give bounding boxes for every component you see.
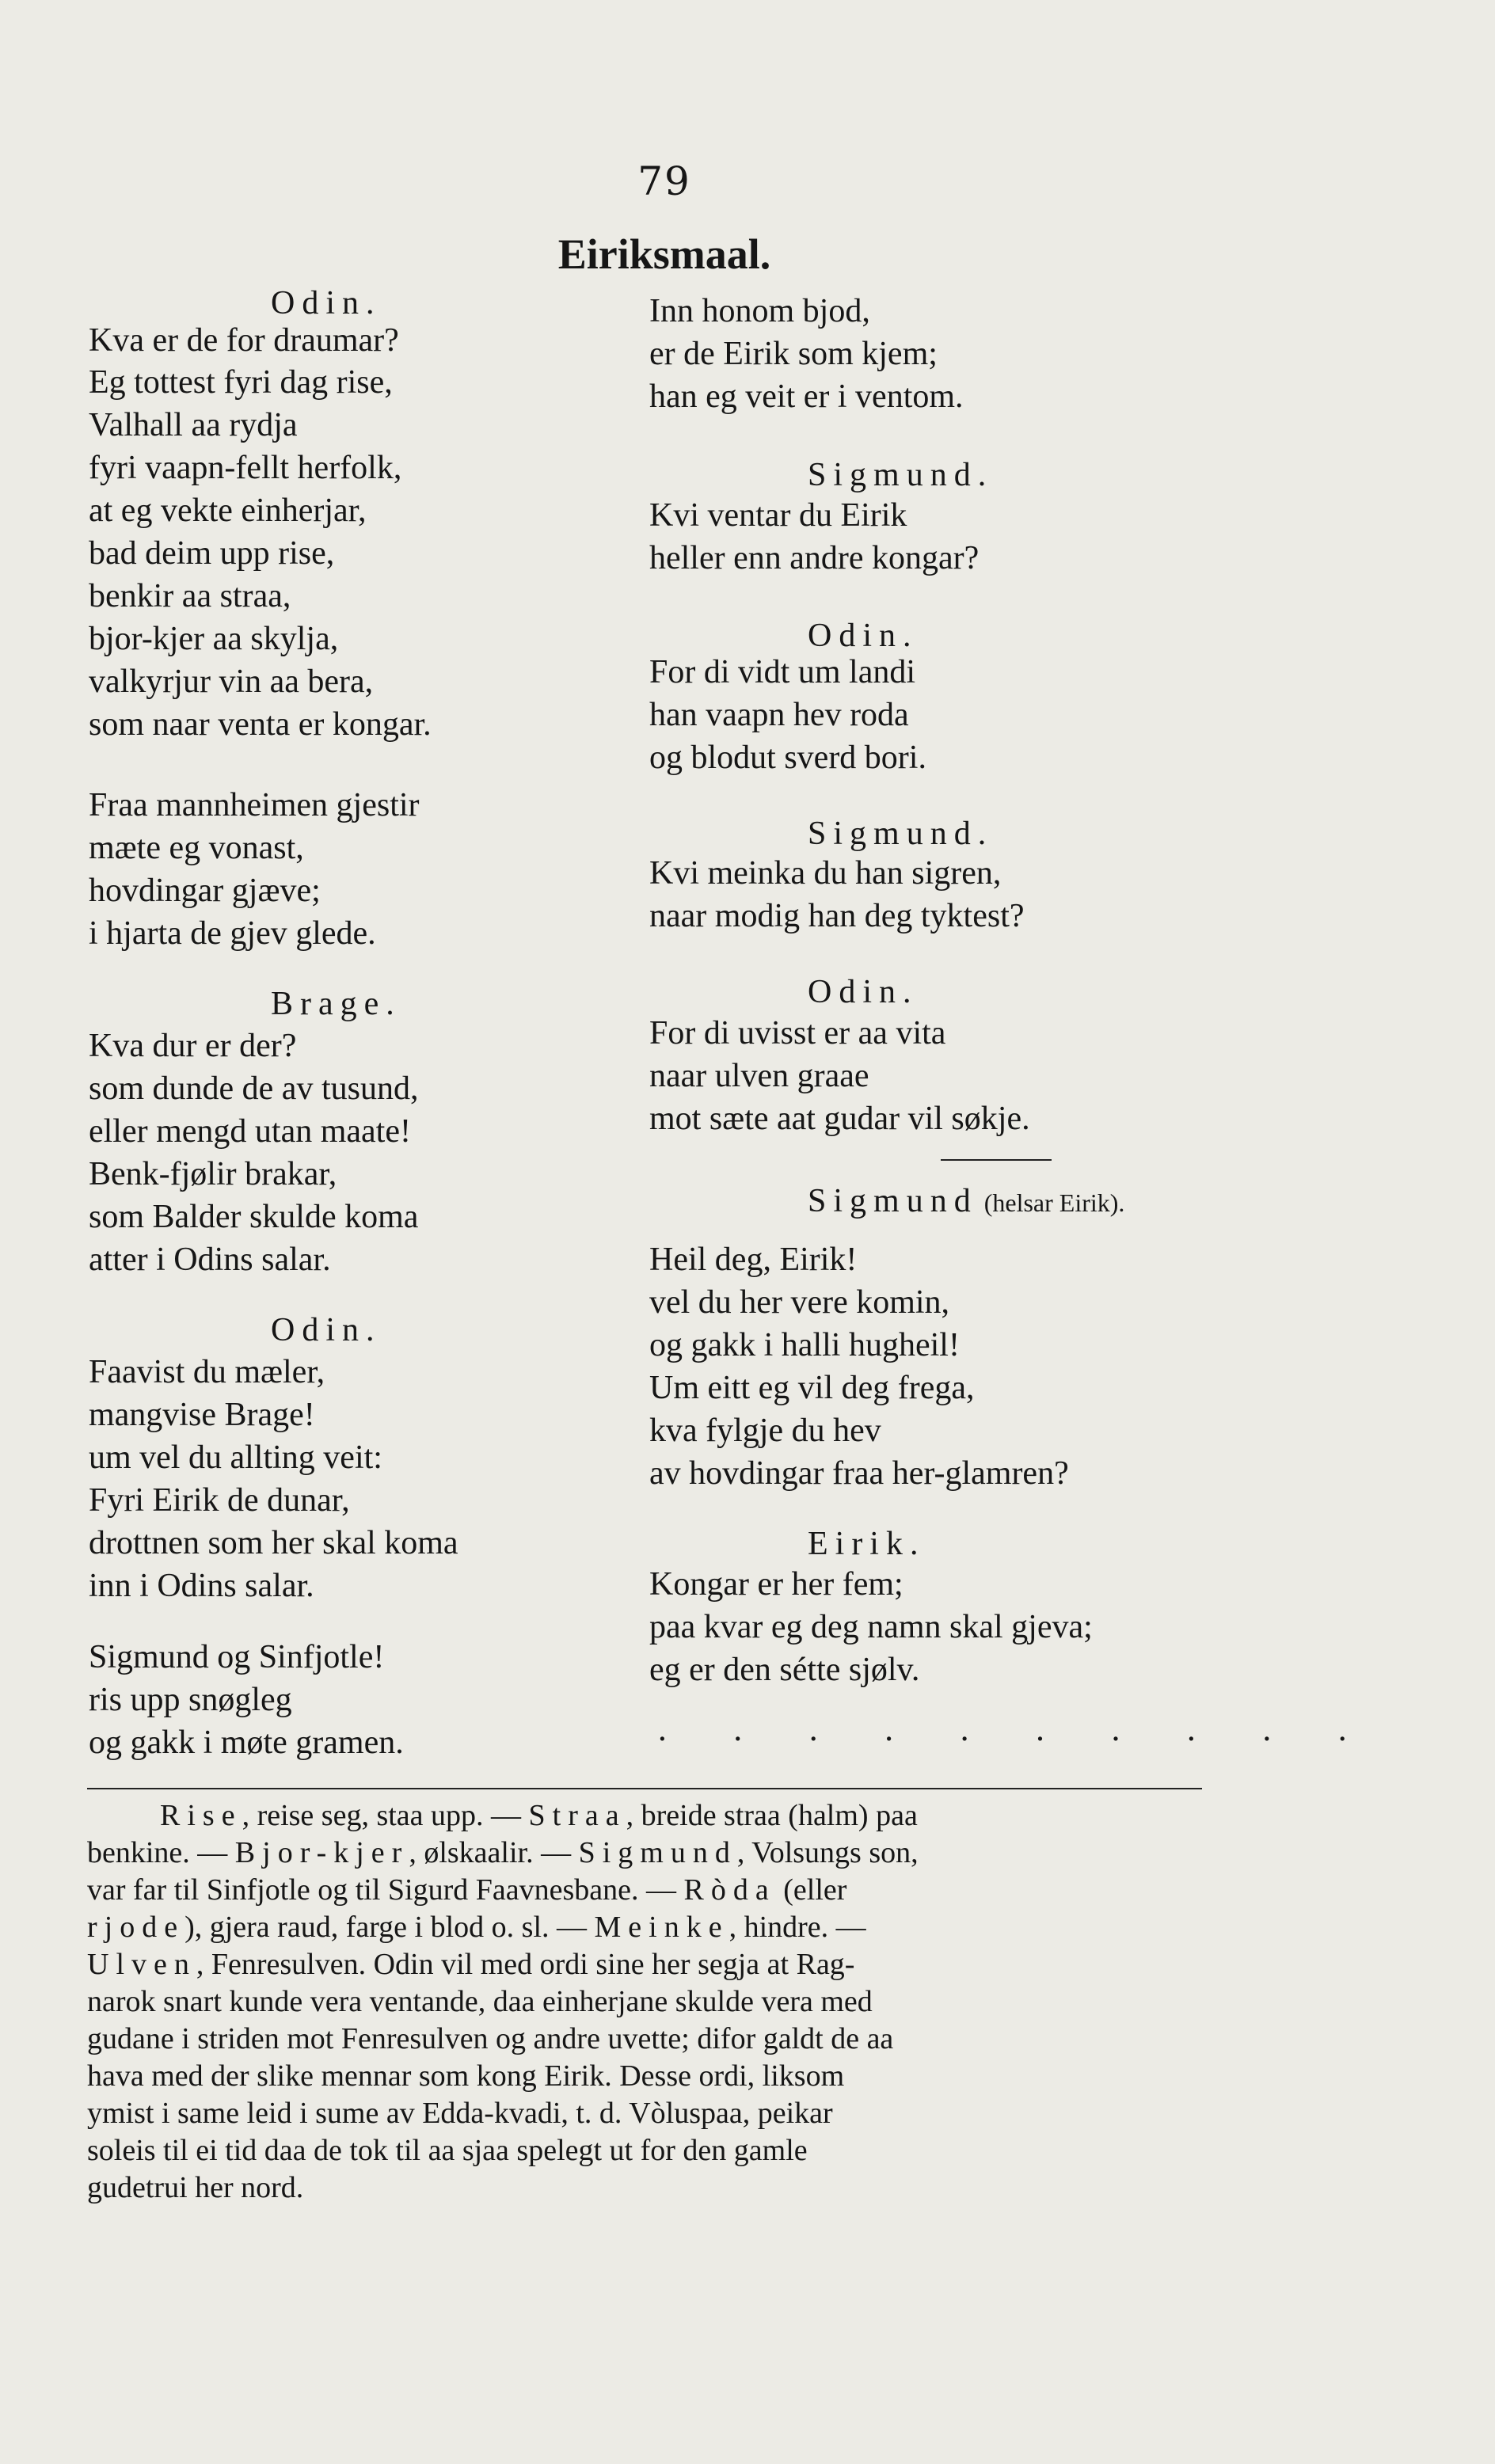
- verse-line: um vel du allting veit:: [89, 1439, 382, 1476]
- footnote-line: [87, 1872, 1202, 1909]
- verse-line: atter i Odins salar.: [89, 1242, 331, 1278]
- verse-line: valkyrjur vin aa bera,: [89, 664, 374, 700]
- footnote-line: [87, 1909, 1202, 1946]
- speaker-name: Odin.: [808, 974, 919, 1010]
- footnote-text: , reise seg, staa upp. —: [242, 1799, 529, 1832]
- speaker-label: [808, 1524, 925, 1564]
- footnote-text: ), gjera raud, farge i blod o. sl. —: [184, 1911, 595, 1944]
- verse-line: bad deim upp rise,: [89, 535, 335, 572]
- footnote-line: [87, 2021, 1202, 2058]
- glossary-term: Sigmund: [578, 1836, 737, 1869]
- verse-line: For di vidt um landi: [649, 654, 915, 690]
- speaker-name: Odin.: [271, 285, 382, 321]
- poem-title: Eiriksmaal.: [557, 230, 771, 278]
- verse-line: eller mengd utan maate!: [89, 1113, 411, 1150]
- footnote-text: , Fenresulven. Odin vil med ordi sine her segja at Rag-: [196, 1948, 855, 1981]
- verse-line: hovdingar gjæve;: [89, 873, 321, 909]
- footnote-line: [87, 1835, 1202, 1872]
- verse-line: Valhall aa rydja: [89, 407, 298, 443]
- verse-line: Kongar er her fem;: [649, 1566, 903, 1603]
- verse-line: fyri vaapn-fellt herfolk,: [89, 450, 402, 486]
- footnote-text: , breide straa (halm) paa: [626, 1799, 918, 1832]
- speaker-name: Sigmund: [808, 1183, 978, 1219]
- verse-line: han vaapn hev roda: [649, 697, 909, 733]
- speaker-name: Odin.: [808, 618, 919, 654]
- speaker-label: [271, 984, 401, 1024]
- footnote-text: gudetrui her nord.: [87, 2171, 304, 2204]
- footnote-text: , hindre. —: [728, 1911, 866, 1944]
- verse-line: Benk-fjølir brakar,: [89, 1156, 337, 1192]
- verse-line: mot sæte aat gudar vil søkje.: [649, 1101, 1030, 1137]
- verse-line: Kva dur er der?: [89, 1028, 297, 1064]
- speaker-label: [808, 455, 993, 495]
- footnote-line: [87, 2169, 1202, 2207]
- verse-line: Kvi meinka du han sigren,: [649, 855, 1002, 892]
- verse-line: Fyri Eirik de dunar,: [89, 1482, 350, 1519]
- footnote-line: [87, 1797, 1275, 1835]
- footnote-text: hava med der slike mennar som kong Eirik. Desse ordi, liksom: [87, 2059, 845, 2093]
- glossary-term: Straa: [528, 1799, 626, 1832]
- footnote-text: ymist i same leid i sume av Edda-kvadi, t. d. Vòluspaa, peikar: [87, 2097, 833, 2130]
- speaker-name: Eirik.: [808, 1526, 926, 1562]
- speaker-name: Brage.: [271, 986, 401, 1022]
- verse-line: bjor-kjer aa skylja,: [89, 621, 339, 657]
- glossary-term: rjode: [87, 1911, 185, 1944]
- verse-line: at eg vekte einherjar,: [89, 492, 367, 529]
- speaker-label: [808, 1181, 1124, 1222]
- verse-line: paa kvar eg deg namn skal gjeva;: [649, 1609, 1093, 1645]
- ellipsis-line: . . . . . . . . . .: [657, 1712, 1375, 1748]
- verse-line: og gakk i halli hugheil!: [649, 1327, 960, 1363]
- speaker-name: Odin.: [271, 1312, 382, 1348]
- verse-line: og gakk i møte gramen.: [89, 1724, 404, 1761]
- speaker-label: [808, 814, 993, 854]
- speaker-label: [808, 972, 919, 1012]
- verse-line: naar modig han deg tyktest?: [649, 898, 1025, 934]
- verse-line: Faavist du mæler,: [89, 1354, 325, 1390]
- glossary-term: Bjor-kjer: [234, 1836, 409, 1869]
- verse-line: naar ulven graae: [649, 1058, 869, 1094]
- glossary-term: Rise: [160, 1799, 242, 1832]
- footnote-line: [87, 2058, 1202, 2095]
- footnote-text: , ølskaalir. —: [409, 1836, 579, 1869]
- verse-line: i hjarta de gjev glede.: [89, 915, 376, 952]
- verse-line: som naar venta er kongar.: [89, 706, 432, 743]
- verse-line: mæte eg vonast,: [89, 830, 304, 866]
- speaker-name: Sigmund.: [808, 457, 994, 493]
- verse-line: ris upp snøgleg: [89, 1682, 292, 1718]
- verse-line: som Balder skulde koma: [89, 1199, 419, 1235]
- verse-line: benkir aa straa,: [89, 578, 291, 614]
- footnote-text: gudane i striden mot Fenresulven og andre uvette; difor galdt de aa: [87, 2022, 894, 2055]
- verse-line: som dunde de av tusund,: [89, 1070, 419, 1107]
- verse-line: drottnen som her skal koma: [89, 1525, 458, 1561]
- footnote-text: var far til Sinfjotle og til Sigurd Faavnesbane. —: [87, 1873, 684, 1907]
- glossary-term: Ròda: [683, 1873, 776, 1907]
- verse-line: mangvise Brage!: [89, 1397, 315, 1433]
- speaker-label: [271, 283, 382, 323]
- speaker-label: [271, 1310, 382, 1350]
- section-divider: [941, 1159, 1052, 1161]
- verse-line: Fraa mannheimen gjestir: [89, 787, 420, 823]
- speaker-name: Sigmund.: [808, 816, 994, 852]
- stage-direction: (helsar Eirik).: [977, 1188, 1125, 1217]
- verse-line: eg er den sétte sjølv.: [649, 1652, 920, 1688]
- page-number: 79: [637, 158, 691, 204]
- footnote-rule: [87, 1788, 1202, 1789]
- footnote-text: (eller: [775, 1873, 847, 1907]
- verse-line: inn i Odins salar.: [89, 1568, 314, 1604]
- verse-line: og blodut sverd bori.: [649, 740, 926, 776]
- verse-line: Heil deg, Eirik!: [649, 1242, 858, 1278]
- verse-line: vel du her vere komin,: [649, 1284, 950, 1321]
- glossary-term: Ulven: [87, 1948, 196, 1981]
- verse-line: Inn honom bjod,: [649, 293, 870, 329]
- verse-line: heller enn andre kongar?: [649, 540, 980, 576]
- footnote-line: [87, 2095, 1202, 2132]
- verse-line: kva fylgje du hev: [649, 1413, 881, 1449]
- footnote-text: narok snart kunde vera ventande, daa einherjane skulde vera med: [87, 1985, 873, 2018]
- verse-line: Kvi ventar du Eirik: [649, 497, 907, 534]
- verse-line: han eg veit er i ventom.: [649, 378, 964, 415]
- verse-line: Eg tottest fyri dag rise,: [89, 364, 393, 401]
- verse-line: er de Eirik som kjem;: [649, 336, 938, 372]
- footnote-text: , Volsungs son,: [736, 1836, 919, 1869]
- footnote-text: soleis til ei tid daa de tok til aa sjaa spelegt ut for den gamle: [87, 2134, 808, 2167]
- verse-line: For di uvisst er aa vita: [649, 1015, 946, 1051]
- footnote-text: benkine. —: [87, 1836, 235, 1869]
- verse-line: Um eitt eg vil deg frega,: [649, 1370, 975, 1406]
- glossary-term: Meinke: [594, 1911, 729, 1944]
- verse-line: Kva er de for draumar?: [89, 322, 399, 359]
- footnote-line: [87, 1946, 1202, 1983]
- verse-line: av hovdingar fraa her-glamren?: [649, 1455, 1069, 1492]
- footnote-line: [87, 2132, 1202, 2169]
- verse-line: Sigmund og Sinfjotle!: [89, 1639, 385, 1675]
- speaker-label: [808, 616, 919, 656]
- footnote-line: [87, 1983, 1202, 2021]
